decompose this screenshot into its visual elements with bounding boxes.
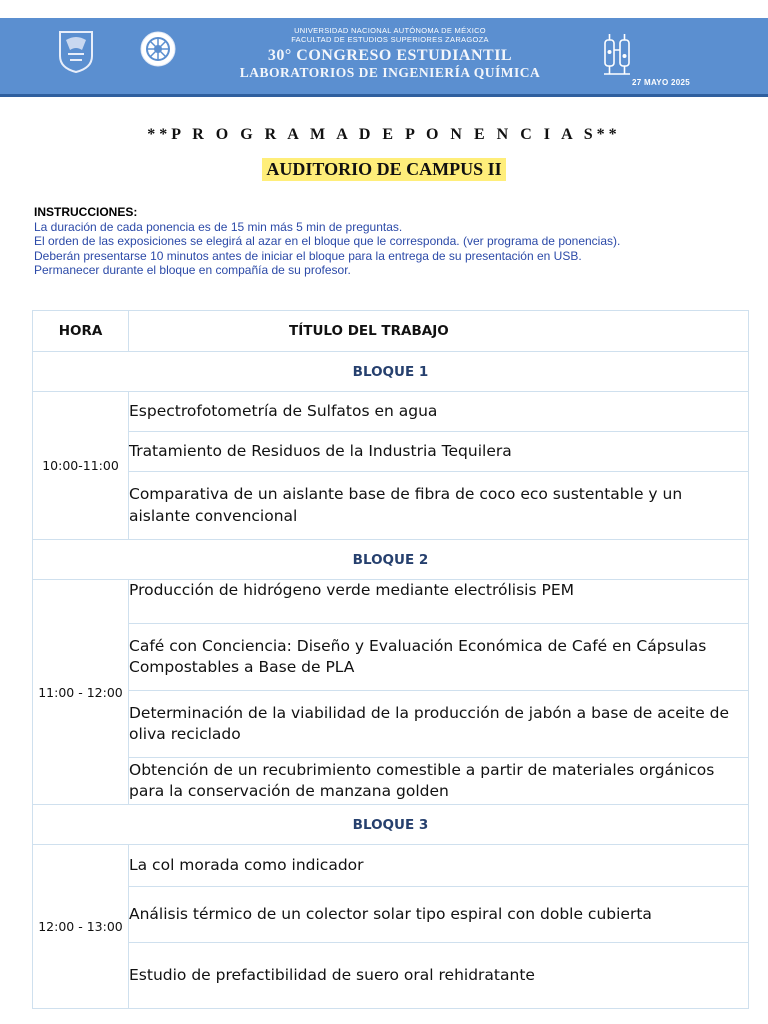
fes-zaragoza-logo-icon <box>139 30 177 68</box>
talk-title: Café con Conciencia: Diseño y Evaluación Económica de Café en Cápsulas Compostables a Base de PLA <box>129 624 749 691</box>
auditorium-title: AUDITORIO DE CAMPUS II <box>262 158 505 181</box>
block-label: BLOQUE 3 <box>33 805 749 845</box>
instruction-line: La duración de cada ponencia es de 15 min más 5 min de preguntas. <box>34 219 403 234</box>
instructions <box>34 205 754 278</box>
table-row <box>33 845 749 887</box>
faculty-name: FACULTAD DE ESTUDIOS SUPERIORES ZARAGOZA <box>291 35 489 44</box>
block-label: BLOQUE 1 <box>33 352 749 392</box>
table-row <box>33 624 749 691</box>
talk-title: Determinación de la viabilidad de la producción de jabón a base de aceite de oliva reciclado <box>129 691 749 758</box>
talk-title: Tratamiento de Residuos de la Industria Tequilera <box>129 432 749 472</box>
time-slot: 11:00 - 12:00 <box>33 580 129 805</box>
table-row <box>33 943 749 1009</box>
talk-title: Análisis térmico de un colector solar tipo espiral con doble cubierta <box>129 887 749 943</box>
instruction-line: El orden de las exposiciones se elegirá al azar en el bloque que le corresponda. (ver programa de ponencias). <box>34 234 621 249</box>
header-banner <box>0 18 768 97</box>
unam-crest-icon <box>56 30 96 74</box>
event-date: 27 MAYO 2025 <box>631 78 690 87</box>
table-row <box>33 392 749 432</box>
talk-title: Comparativa de un aislante base de fibra de coco eco sustentable y un aislante convencional <box>129 472 749 540</box>
time-slot: 12:00 - 13:00 <box>33 845 129 1009</box>
congress-title: 30° CONGRESO ESTUDIANTIL <box>267 47 513 64</box>
talk-title: Espectrofotometría de Sulfatos en agua <box>129 392 749 432</box>
talk-title: Producción de hidrógeno verde mediante electrólisis PEM <box>129 580 749 624</box>
hora-header: HORA <box>33 311 129 352</box>
time-slot: 10:00-11:00 <box>33 392 129 540</box>
talk-title: Obtención de un recubrimiento comestible a partir de materiales orgánicos para la conservación de manzana golden <box>129 758 749 805</box>
table-row <box>33 432 749 472</box>
table-row <box>33 758 749 805</box>
table-row <box>33 691 749 758</box>
chemistry-lab-icon <box>600 30 634 80</box>
schedule-table <box>32 310 749 1009</box>
titulo-header: TÍTULO DEL TRABAJO <box>129 311 749 352</box>
program-title: **P R O G R A M A D E P O N E N C I A S** <box>147 126 621 143</box>
table-row <box>33 580 749 624</box>
table-row <box>33 887 749 943</box>
instruction-line: Deberán presentarse 10 minutos antes de iniciar el bloque para la entrega de su presentación en USB. <box>34 248 582 263</box>
block-row <box>33 805 749 845</box>
university-name: UNIVERSIDAD NACIONAL AUTÓNOMA DE MÉXICO <box>294 26 486 35</box>
talk-title: Estudio de prefactibilidad de suero oral rehidratante <box>129 943 749 1009</box>
instruction-line: Permanecer durante el bloque en compañía de su profesor. <box>34 263 351 278</box>
table-row <box>33 472 749 540</box>
labs-title: LABORATORIOS DE INGENIERÍA QUÍMICA <box>239 65 541 80</box>
instructions-heading: INSTRUCCIONES: <box>34 205 138 219</box>
table-header-row <box>33 311 749 352</box>
talk-title: La col morada como indicador <box>129 845 749 887</box>
block-label: BLOQUE 2 <box>33 540 749 580</box>
block-row <box>33 352 749 392</box>
block-row <box>33 540 749 580</box>
